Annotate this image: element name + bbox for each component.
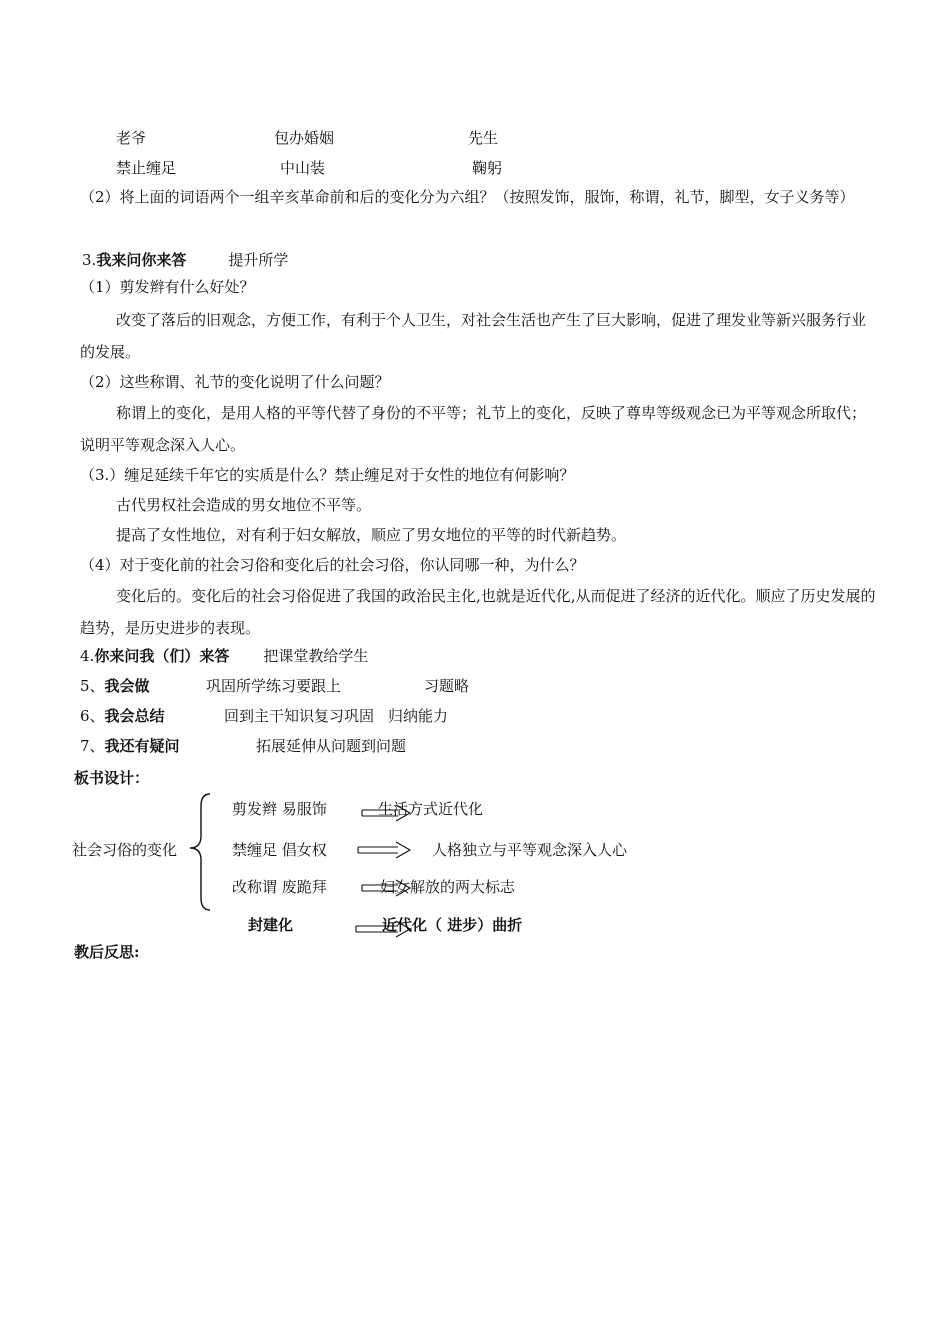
board-row-2-left: 禁缠足 倡女权 bbox=[232, 841, 327, 859]
reflection-heading: 教后反思: bbox=[74, 943, 140, 961]
section-5: 5、我会做 巩固所学练习要跟上 习题略 bbox=[80, 677, 470, 695]
word-laoye: 老爷 bbox=[116, 129, 147, 147]
board-row-3-right: 妇女解放的两大标志 bbox=[380, 878, 516, 896]
answer-4: 变化后的。变化后的社会习俗促进了我国的政治民主化,也就是近代化,从而促进了经济的近代化。顺应了历史发展的趋势，是历史进步的表现。 bbox=[80, 587, 876, 637]
question-1: （1）剪发辫有什么好处？ bbox=[80, 278, 255, 296]
section-4: 4.你来问我（们）来答 把课堂教给学生 bbox=[80, 647, 369, 665]
word-arranged-marriage: 包办婚姻 bbox=[274, 129, 335, 147]
question-4: （4）对于变化前的社会习俗和变化后的社会习俗，你认同哪一种，为什么？ bbox=[80, 556, 585, 574]
grouping-question: （2）将上面的词语两个一组辛亥革命前和后的变化分为六组？（按照发饰，服饰，称谓，礼节，脚型，女子义务等） bbox=[80, 188, 855, 206]
answer-3b: 提高了女性地位，对有利于妇女解放，顺应了男女地位的平等的时代新趋势。 bbox=[116, 526, 627, 544]
board-row-3-left: 改称谓 废跪拜 bbox=[232, 878, 327, 896]
question-3: （3.）缠足延续千年它的实质是什么？禁止缠足对于女性的地位有何影响？ bbox=[80, 466, 575, 484]
answer-2: 称谓上的变化，是用人格的平等代替了身份的不平等；礼节上的变化，反映了尊卑等级观念已为平等观念所取代；说明平等观念深入人心。 bbox=[80, 404, 867, 454]
board-row-1-right: 生活方式近代化 bbox=[378, 800, 484, 818]
board-main-label: 社会习俗的变化 bbox=[72, 841, 178, 859]
word-bow: 鞠躬 bbox=[472, 159, 503, 177]
answer-1: 改变了落后的旧观念，方便工作，有利于个人卫生，对社会生活也产生了巨大影响，促进了理发业等新兴服务行业的发展。 bbox=[80, 311, 867, 361]
section-6: 6、我会总结 回到主干知识复习巩固 归纳能力 bbox=[80, 707, 449, 725]
answer-3a: 古代男权社会造成的男女地位不平等。 bbox=[116, 496, 372, 514]
brace bbox=[190, 794, 210, 910]
board-bottom-left: 封建化 bbox=[248, 916, 294, 934]
section-7: 7、我还有疑问 拓展延伸从问题到问题 bbox=[80, 737, 407, 755]
word-xiansheng: 先生 bbox=[468, 129, 499, 147]
section-3-heading: 3.我来问你来答 提升所学 bbox=[82, 251, 289, 269]
word-zhongshan-suit: 中山装 bbox=[280, 159, 326, 177]
double-arrow-2 bbox=[358, 842, 410, 858]
board-row-1-left: 剪发辫 易服饰 bbox=[232, 800, 327, 818]
board-heading: 板书设计： bbox=[74, 769, 150, 787]
board-row-2-right: 人格独立与平等观念深入人心 bbox=[432, 841, 628, 859]
word-ban-footbinding: 禁止缠足 bbox=[116, 159, 177, 177]
board-bottom-right: 近代化（ 进步）曲折 bbox=[382, 916, 523, 934]
question-2: （2）这些称谓、礼节的变化说明了什么问题？ bbox=[80, 373, 390, 391]
